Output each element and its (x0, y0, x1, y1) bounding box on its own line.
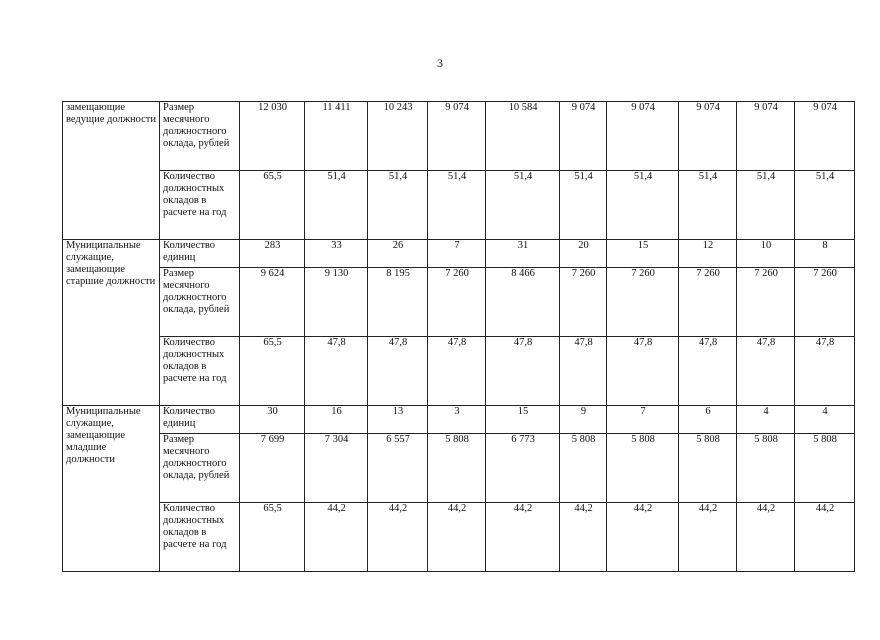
table-cell: 7 304 (305, 434, 368, 503)
table-cell: 51,4 (486, 171, 560, 240)
table-cell: 15 (486, 406, 560, 434)
table-cell: 47,8 (607, 337, 679, 406)
row-label: Размер месячного должностного оклада, рублей (160, 434, 240, 503)
table-row (63, 240, 855, 268)
table-cell: 5 808 (679, 434, 737, 503)
table-cell: 51,4 (305, 171, 368, 240)
table-cell: 20 (560, 240, 607, 268)
table-cell: 51,4 (607, 171, 679, 240)
table-cell: 9 624 (240, 268, 305, 337)
table-row (63, 102, 855, 171)
salary-table (62, 101, 855, 572)
table-cell: 44,2 (428, 503, 486, 572)
table-cell: 51,4 (368, 171, 428, 240)
table-cell: 6 557 (368, 434, 428, 503)
table-cell: 47,8 (560, 337, 607, 406)
table-cell: 51,4 (428, 171, 486, 240)
table-cell: 47,8 (305, 337, 368, 406)
table-cell: 47,8 (737, 337, 795, 406)
table-cell: 10 243 (368, 102, 428, 171)
table-cell: 8 (795, 240, 855, 268)
table-cell: 15 (607, 240, 679, 268)
row-label: Размер месячного должностного оклада, рублей (160, 268, 240, 337)
row-label: Количество единиц (160, 240, 240, 268)
table-cell: 44,2 (368, 503, 428, 572)
table-cell: 9 074 (737, 102, 795, 171)
table-cell: 5 808 (795, 434, 855, 503)
table-cell: 5 808 (737, 434, 795, 503)
page-number: 3 (437, 56, 443, 70)
table-cell: 9 074 (607, 102, 679, 171)
table-cell: 65,5 (240, 503, 305, 572)
table-cell: 44,2 (560, 503, 607, 572)
table-cell: 9 074 (679, 102, 737, 171)
table-cell: 7 699 (240, 434, 305, 503)
table-cell: 9 (560, 406, 607, 434)
table-cell: 33 (305, 240, 368, 268)
table-cell: 7 (607, 406, 679, 434)
table-cell: 5 808 (428, 434, 486, 503)
table-cell: 44,2 (486, 503, 560, 572)
table-cell: 51,4 (737, 171, 795, 240)
table-cell: 7 260 (560, 268, 607, 337)
table-cell: 7 (428, 240, 486, 268)
table-cell: 5 808 (560, 434, 607, 503)
table-row (63, 268, 855, 337)
table-cell: 10 (737, 240, 795, 268)
table-cell: 31 (486, 240, 560, 268)
table-cell: 47,8 (795, 337, 855, 406)
table-cell: 10 584 (486, 102, 560, 171)
table-cell: 47,8 (428, 337, 486, 406)
table-cell: 4 (795, 406, 855, 434)
table-cell: 47,8 (368, 337, 428, 406)
table-cell: 47,8 (486, 337, 560, 406)
table-cell: 7 260 (795, 268, 855, 337)
table-cell: 12 (679, 240, 737, 268)
group-title: замещающие ведущие должности (63, 102, 160, 240)
table-cell: 4 (737, 406, 795, 434)
table-cell: 44,2 (679, 503, 737, 572)
row-label: Количество единиц (160, 406, 240, 434)
table-cell: 7 260 (428, 268, 486, 337)
table-row (63, 171, 855, 240)
table-cell: 9 074 (795, 102, 855, 171)
table-cell: 44,2 (737, 503, 795, 572)
table-cell: 283 (240, 240, 305, 268)
table-cell: 65,5 (240, 337, 305, 406)
table-cell: 11 411 (305, 102, 368, 171)
table-cell: 7 260 (607, 268, 679, 337)
table-cell: 7 260 (737, 268, 795, 337)
table-row (63, 503, 855, 572)
table-cell: 47,8 (679, 337, 737, 406)
table-cell: 65,5 (240, 171, 305, 240)
table-cell: 26 (368, 240, 428, 268)
row-label: Количество должностных окладов в расчете на год (160, 337, 240, 406)
table-cell: 6 773 (486, 434, 560, 503)
table-cell: 9 074 (560, 102, 607, 171)
row-label: Количество должностных окладов в расчете на год (160, 171, 240, 240)
table-cell: 8 195 (368, 268, 428, 337)
group-title: Муниципальные служащие, замещающие старшие должности (63, 240, 160, 406)
table-cell: 44,2 (607, 503, 679, 572)
table-cell: 51,4 (795, 171, 855, 240)
group-title: Муниципальные служащие, замещающие младшие должности (63, 406, 160, 572)
row-label: Количество должностных окладов в расчете на год (160, 503, 240, 572)
table-cell: 44,2 (795, 503, 855, 572)
table-cell: 44,2 (305, 503, 368, 572)
table-row (63, 434, 855, 503)
table-cell: 3 (428, 406, 486, 434)
table-cell: 13 (368, 406, 428, 434)
table-cell: 30 (240, 406, 305, 434)
table-cell: 16 (305, 406, 368, 434)
table-cell: 12 030 (240, 102, 305, 171)
table-cell: 8 466 (486, 268, 560, 337)
table-cell: 6 (679, 406, 737, 434)
table-cell: 51,4 (679, 171, 737, 240)
table-row (63, 337, 855, 406)
table-cell: 5 808 (607, 434, 679, 503)
row-label: Размер месячного должностного оклада, рублей (160, 102, 240, 171)
table-cell: 9 074 (428, 102, 486, 171)
table-cell: 7 260 (679, 268, 737, 337)
table-cell: 51,4 (560, 171, 607, 240)
table-row (63, 406, 855, 434)
table-cell: 9 130 (305, 268, 368, 337)
